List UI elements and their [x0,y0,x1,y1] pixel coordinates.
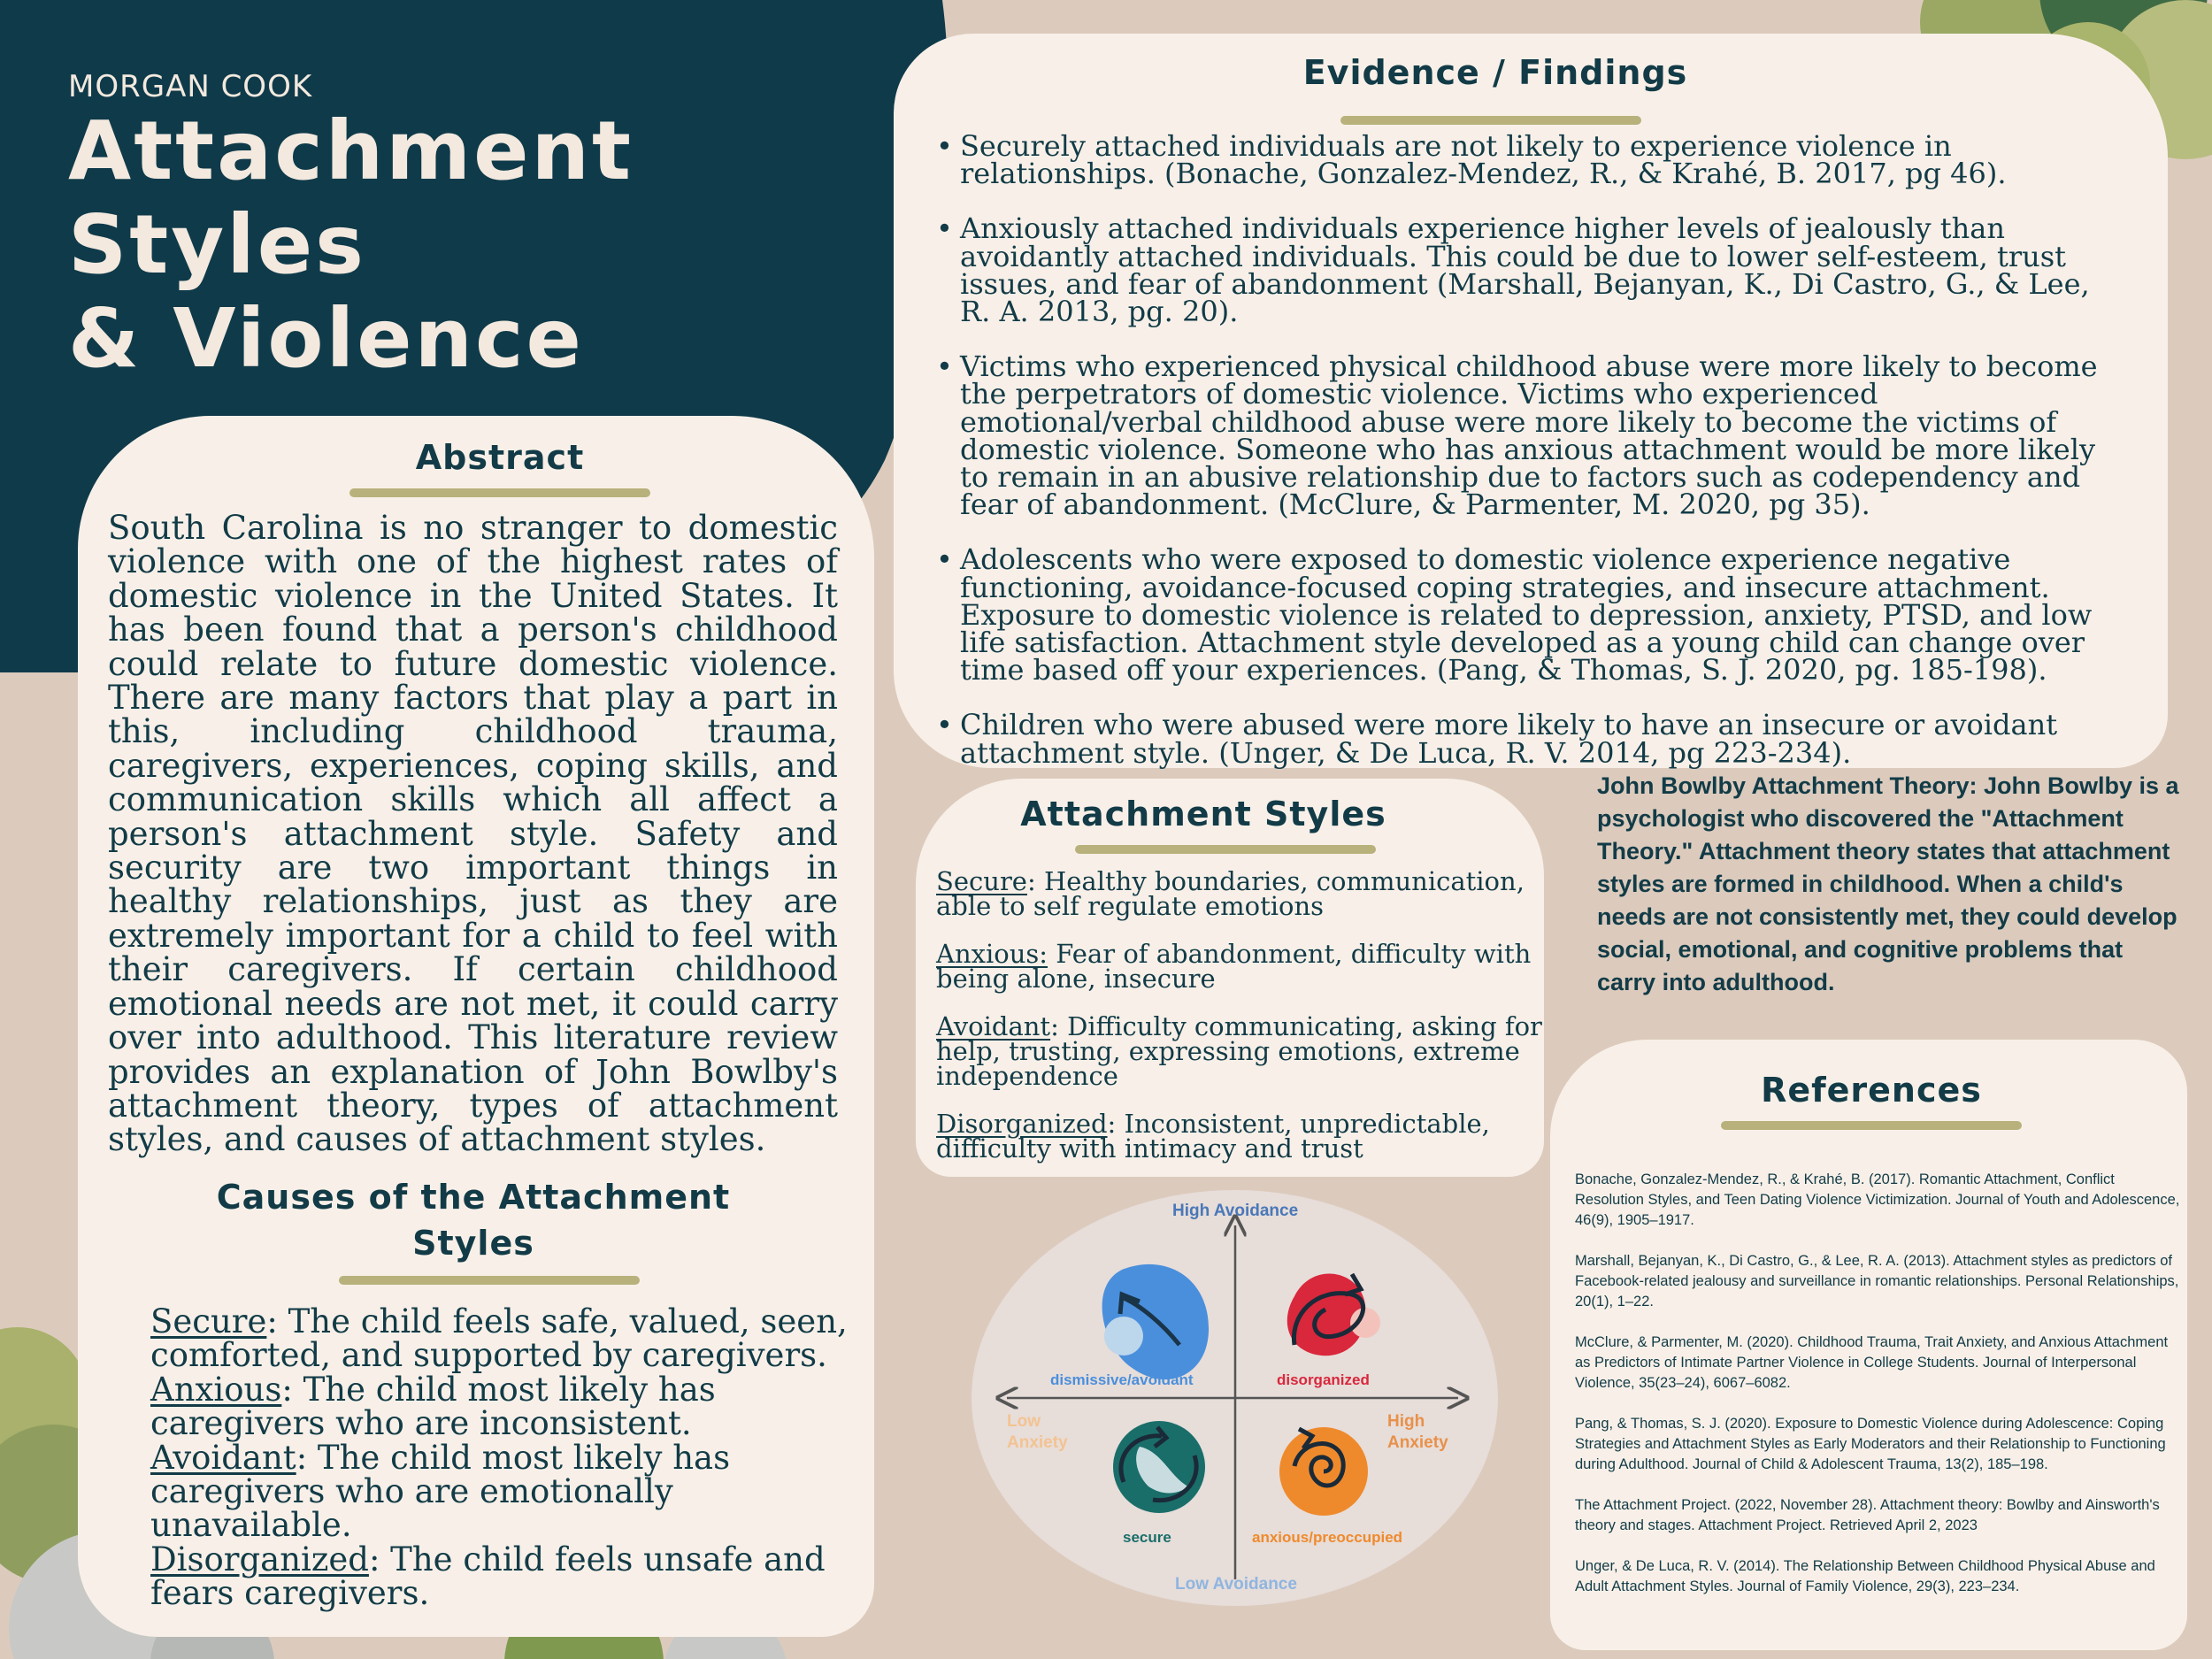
style-term: Anxious: [936,939,1048,969]
reference-item: Marshall, Bejanyan, K., Di Castro, G., & Lee, R. A. (2013). Attachment styles as predictors of Facebook-related jealousy and surveillance in romantic relationships. Personal Relationships, 20(1), 1–22. [1575,1253,2179,1310]
page-title [68,104,864,386]
causes-term: Secure [150,1302,267,1340]
references-list [1575,1170,2181,1617]
abstract-heading-rule [349,488,650,497]
causes-desc: : The child most likely has caregivers who are emotionally unavailable. [150,1438,731,1545]
disorganized-icon [1287,1274,1380,1356]
style-desc: Fear of abandonment, difficulty with being alone, insecure [936,939,1532,994]
evidence-item: • Anxiously attached individuals experience higher levels of jealously than avoidantly attached individuals. This could be due to lower self-esteem, trust issues, and fear of abandonment (Marshall, Bejanyan, K., Di Castro, G., & Lee, R. A. 2013, pg. 20). [936,215,2113,326]
causes-item-avoidant [150,1438,858,1545]
style-entry-secure [936,866,1547,921]
bowlby-theory-text: John Bowlby Attachment Theory: John Bowlby is a psychologist who discovered the "Attachment Theory." Attachment theory states that attachment styles are formed in childhood. When a child's needs are not consistently met, they could develop social, emotional, and cognitive problems that carry into adulthood. [1597,772,2179,995]
disorganized-label: disorganized [1277,1371,1370,1388]
attachment-styles-heading: Attachment Styles [1020,795,1386,833]
style-desc: : Inconsistent, unpredictable, difficulty with intimacy and trust [936,1109,1490,1164]
causes-term: Anxious [150,1370,282,1409]
style-term: Avoidant [936,1011,1051,1041]
anxious-preoccupied-icon [1279,1427,1368,1516]
causes-desc: : The child feels unsafe and fears caregivers. [150,1540,826,1613]
causes-desc: : The child most likely has caregivers who are inconsistent. [150,1370,716,1443]
title-line-2: & Violence [68,291,584,386]
reference-item: McClure, & Parmenter, M. (2020). Childhood Trauma, Trait Anxiety, and Anxious Attachment as Predictors of Intimate Partner Violence in College Students. Journal of Interpersonal Violence, 35(23–24), 6067–6082. [1575,1334,2169,1391]
causes-heading-rule [339,1276,640,1285]
quadrant-graphics [972,1190,1498,1606]
causes-item-secure [150,1302,858,1375]
style-entry-anxious [936,939,1547,994]
causes-term: Disorganized [150,1540,369,1578]
abstract-text: South Carolina is no stranger to domestic violence with one of the highest rates of domestic violence in the United States. It has been found that a person's childhood could relate to future domestic violence. There are many factors that play a part in this, including childhood trauma, caregivers, experiences, coping skills, and communication skills which all affect a person's attachment style. Safety and security are two important things in healthy relationships, just as they are extremely important for a child to feel with their caregivers. If certain childhood emotional needs are not met, it could carry over into adulthood. This literature review provides an explanation of John Bowlby's attachment theory, types of attachment styles, and causes of attachment styles. [108,509,838,1159]
title-line-1: Attachment Styles [68,104,634,292]
secure-icon [1113,1421,1205,1513]
low-anxiety-label: Low Anxiety [1007,1412,1068,1452]
causes-list [150,1302,858,1613]
causes-desc: : The child feels safe, valued, seen, comforted, and supported by caregivers. [150,1302,848,1375]
reference-item: Bonache, Gonzalez-Mendez, R., & Krahé, B. (2017). Romantic Attachment, Conflict Resolution Styles, and Teen Dating Violence Victimization. Journal of Youth and Adolescence, 46(9), 1905–1917. [1575,1171,2180,1228]
low-avoidance-label: Low Avoidance [1175,1575,1297,1594]
attachment-styles-list [936,866,1547,1184]
dismissive-avoidant-icon [1102,1264,1209,1379]
style-desc: : Healthy boundaries, communication, able to self regulate emotions [936,866,1525,921]
high-anxiety-label: High Anxiety [1387,1412,1448,1452]
evidence-item: • Adolescents who were exposed to domestic violence experience negative functioning, avoidance-focused coping strategies, and insecure attachment. Exposure to domestic violence is related to depression, anxiety, PTSD, and low life satisfaction. Attachment style developed as a young child can change over time based off your experiences. (Pang, & Thomas, S. J. 2020, pg. 185-198). [936,546,2113,684]
evidence-list [936,129,2113,795]
causes-heading-line-2: Styles [412,1224,534,1263]
references-heading-rule [1721,1121,2022,1130]
abstract-heading: Abstract [415,438,585,477]
references-heading: References [1761,1071,1982,1110]
style-term: Secure [936,866,1027,896]
causes-item-disorganized [150,1540,858,1613]
secure-label: secure [1123,1529,1171,1546]
reference-item: Unger, & De Luca, R. V. (2014). The Relationship Between Childhood Physical Abuse and Adult Attachment Styles. Journal of Family Violence, 29(3), 223–234. [1575,1558,2155,1594]
high-avoidance-label: High Avoidance [1172,1202,1299,1220]
attachment-styles-heading-rule [1075,845,1376,854]
style-entry-avoidant [936,1011,1547,1091]
anxious-preoccupied-label: anxious/preoccupied [1252,1529,1403,1546]
reference-item: Pang, & Thomas, S. J. (2020). Exposure to Domestic Violence during Adolescence: Coping Strategies and Attachment Styles as Early Moderators and their Relationship to Functioning during Adulthood. Journal of Child & Adolescent Trauma, 13(2), 185–198. [1575,1416,2166,1472]
causes-term: Avoidant [150,1438,296,1477]
evidence-heading: Evidence / Findings [1302,53,1688,92]
dismissive-avoidant-label: dismissive/avoidant [1050,1371,1194,1388]
evidence-item: • Securely attached individuals are not likely to experience violence in relationships. (Bonache, Gonzalez-Mendez, R., & Krahé, B. 2017, pg 46). [936,133,2113,188]
style-desc: : Difficulty communicating, asking for help, trusting, expressing emotions, extreme independence [936,1011,1542,1091]
evidence-item: • Children who were abused were more likely to have an insecure or avoidant attachment style. (Unger, & De Luca, R. V. 2014, pg 223-234). [936,711,2113,766]
style-entry-disorganized [936,1109,1547,1164]
evidence-item: • Victims who experienced physical childhood abuse were more likely to become the perpetrators of domestic violence. Victims who experienced emotional/verbal childhood abuse were more likely to become the victims of domestic violence. Someone who has anxious attachment would be more likely to remain in an abusive relationship due to factors such as codependency and fear of abandonment. (McClure, & Parmenter, M. 2020, pg 35). [936,353,2113,518]
causes-heading-line-1: Causes of the Attachment [216,1178,731,1217]
style-term: Disorganized [936,1109,1108,1139]
causes-item-anxious [150,1370,858,1443]
causes-heading [195,1174,752,1266]
author-name: MORGAN COOK [68,69,313,104]
evidence-heading-rule [1340,116,1641,125]
reference-item: The Attachment Project. (2022, November 28). Attachment theory: Bowlby and Ainsworth's theory and stages. Attachment Project. Retrieved April 2, 2023 [1575,1497,2160,1533]
